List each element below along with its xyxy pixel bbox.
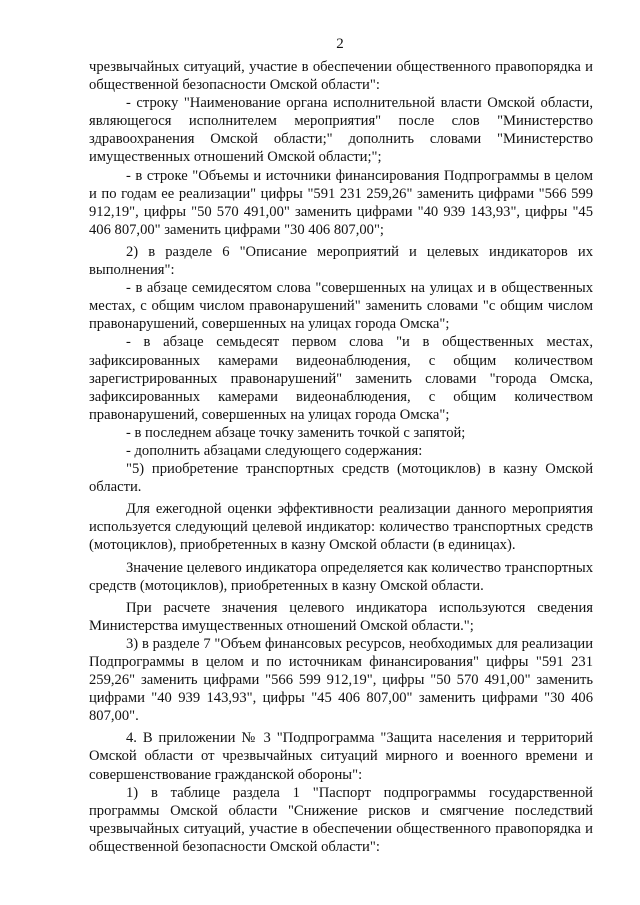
- page-number: 2: [336, 36, 344, 52]
- paragraph-quoted-indicator-source: При расчете значения целевого индикатора используются сведения Министерства имущественных отношений Омской области.";: [89, 599, 593, 634]
- paragraph-continuation: чрезвычайных ситуаций, участие в обеспечении общественного правопорядка и общественной безопасности Омской области":: [89, 59, 593, 94]
- document-body: [89, 58, 593, 856]
- paragraph-quoted-indicator: Для ежегодной оценки эффективности реализации данного мероприятия используется следующий целевой индикатор: количество транспортных средств (мотоциклов), приобретенных в казну Омской области (в единицах).: [89, 501, 593, 554]
- paragraph-section-1-table: 1) в таблице раздела 1 "Паспорт подпрограммы государственной программы Омской области "Снижение рисков и смягчение последствий чрезвычайных ситуаций, участие в обеспечении общественного правопорядка и общественной безопасности Омской области":: [89, 784, 593, 855]
- paragraph-item-financing-row: - в строке "Объемы и источники финансирования Подпрограммы в целом и по годам ее реализации" цифры "591 231 259,26" заменить цифрами "566 599 912,19", цифры "50 570 491,00" заменить цифрами "40 939 143,93", цифры "45 406 807,00" заменить цифрами "30 406 807,00";: [89, 167, 593, 238]
- paragraph-item-70th-paragraph: - в абзаце семидесятом слова "совершенных на улицах и в общественных местах, с общим числом правонарушений" заменить словами "с общим числом правонарушений, совершенных на улицах города Омска";: [89, 280, 593, 333]
- paragraph-item-last-paragraph: - в последнем абзаце точку заменить точкой с запятой;: [126, 424, 466, 441]
- paragraph-item-71st-paragraph: - в абзаце семьдесят первом слова "и в общественных местах, зафиксированных камерами видеонаблюдения, с общим количеством зарегистрированных правонарушений" заменить словами "города Омска, зафиксированных камерами видеонаблюдения, с общим количеством правонарушений, совершенных на улицах города Омска";: [89, 334, 593, 423]
- paragraph-section-7: 3) в разделе 7 "Объем финансовых ресурсов, необходимых для реализации Подпрограммы в целом и по источникам финансирования" цифры "591 231 259,26" заменить цифрами "566 599 912,19", цифры "50 570 491,00" заменить цифрами "40 939 143,93", цифры "45 406 807,00" заменить цифрами "30 406 807,00".: [89, 635, 593, 725]
- paragraph-quoted-indicator-value: Значение целевого индикатора определяется как количество транспортных средств (мотоциклов), приобретенных в казну Омской области.: [89, 559, 593, 594]
- paragraph-item-executor-row: - строку "Наименование органа исполнительной власти Омской области, являющегося исполнителем мероприятия" после слов "Министерство здравоохранения Омской области;" дополнить словами "Министерство имущественных отношений Омской области;";: [89, 95, 593, 166]
- paragraph-section-6: 2) в разделе 6 "Описание мероприятий и целевых индикаторов их выполнения":: [89, 243, 593, 279]
- paragraph-quoted-item-5: "5) приобретение транспортных средств (мотоциклов) в казну Омской области.: [89, 461, 593, 496]
- paragraph-item-add-paragraphs: - дополнить абзацами следующего содержания:: [126, 442, 423, 459]
- paragraph-appendix-3: 4. В приложении № 3 "Подпрограмма "Защита населения и территорий Омской области от чрезвычайных ситуаций мирного и военного времени и совершенствование гражданской обороны":: [89, 730, 593, 783]
